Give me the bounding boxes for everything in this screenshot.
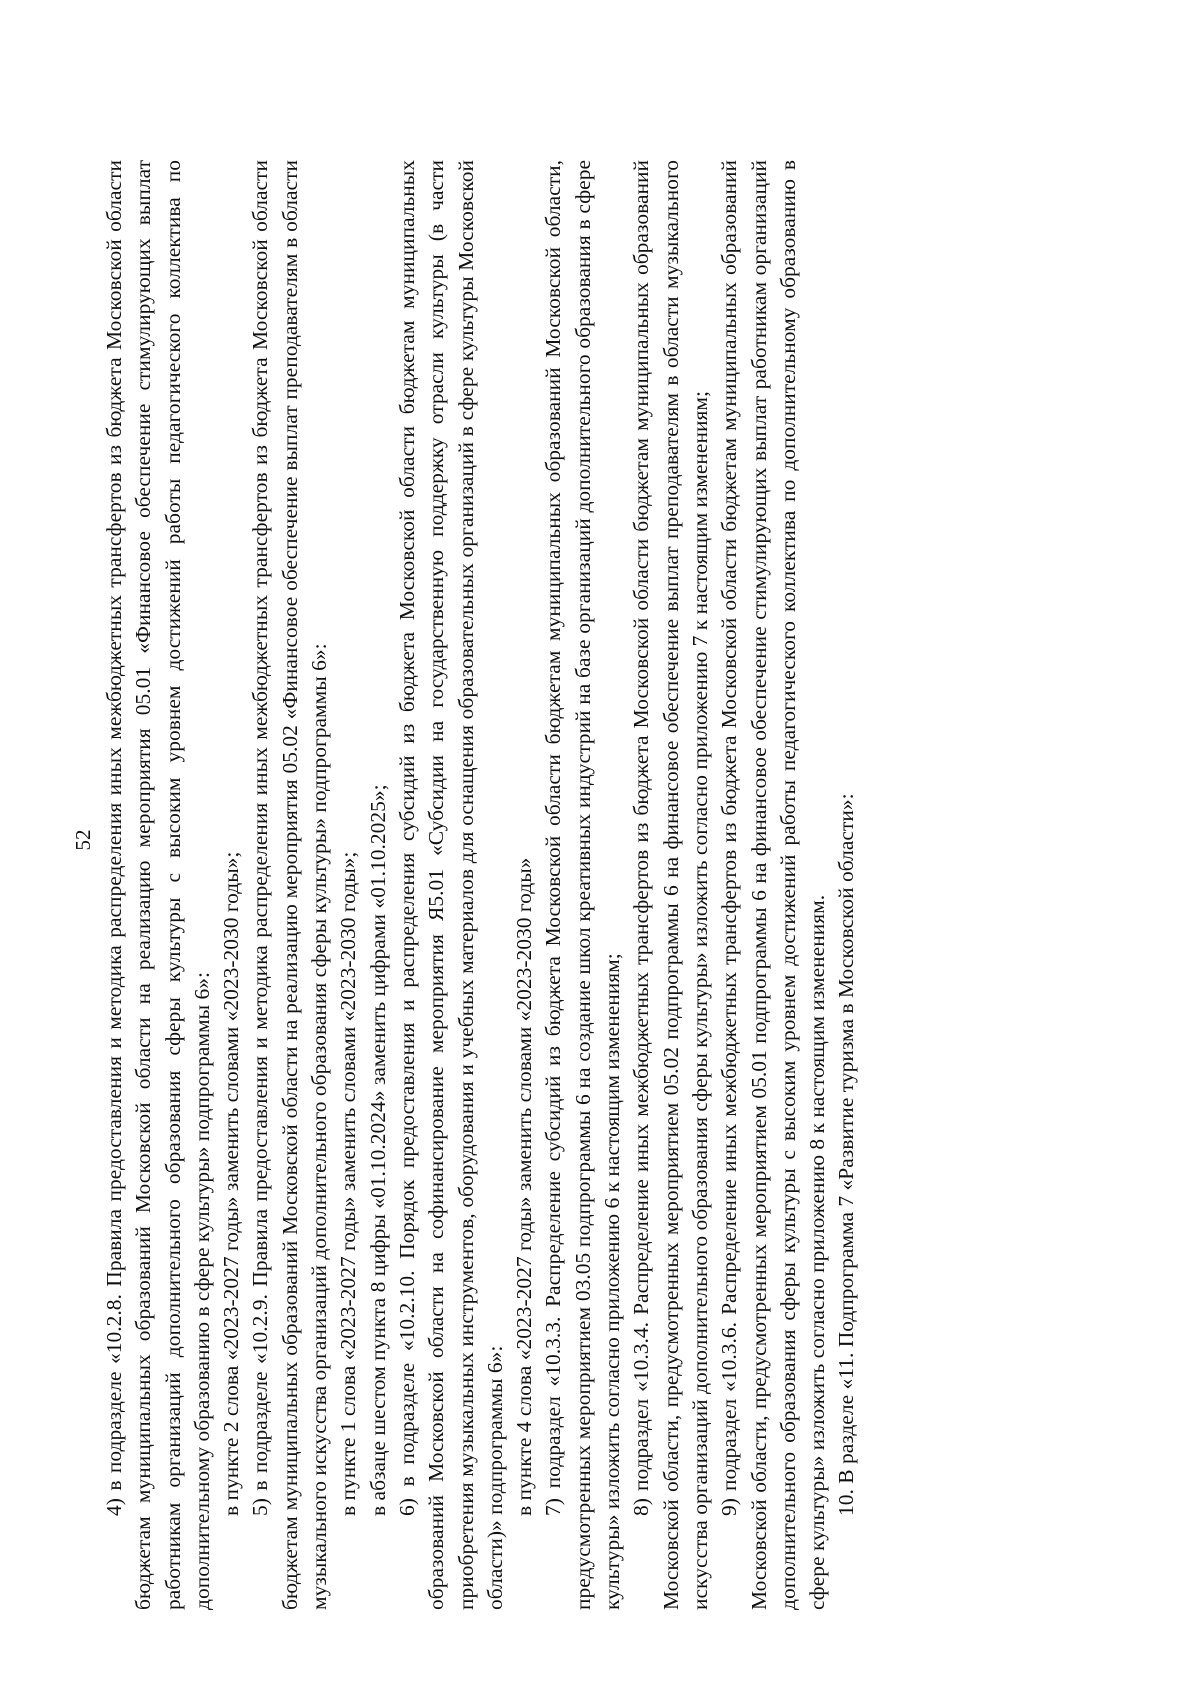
paragraph-4: 4) в подразделе «10.2.8. Правила предоставления и методика распределения иных межбюджетных трансфертов из бюджета Московской области бюджетам муниципальных образований Московской области на реализацию мероприятия 05.01 «Финансовое обеспечение стимулирующих выплат работникам организаций дополнительного образования сферы культуры с высоким уровнем достижений работы педагогического коллектива по дополнительному образованию в сфере культуры» подпрограммы 6»: [102,160,214,1610]
document-body [100,160,980,1610]
paragraph-5: 5) в подразделе «10.2.9. Правила предоставления и методика распределения иных межбюджетных трансфертов из бюджета Московской области бюджетам муниципальных образований Московской области на реализацию мероприятия 05.02 «Финансовое обеспечение выплат преподавателям в области музыкального искусства организаций дополнительного образования сферы культуры» подпрограммы 6»: [248,160,332,1610]
paragraph-5-item-2: в абзаце шестом пункта 8 цифры «01.10.2024» заменить цифрами «01.10.2025»; [365,784,390,1516]
paragraph-9: 9) подраздел «10.3.6. Распределение иных межбюджетных трансфертов из бюджета Московской области бюджетам муниципальных образований Московской области, предусмотренных мероприятием 05.01 подпрограммы 6 на финансовое обеспечение стимулирующих выплат работникам организаций дополнительного образования сферы культуры с высоким уровнем достижений работы педагогического коллектива по дополнительному образованию в сфере культуры» изложить согласно приложению 8 к настоящим изменениям. [717,160,830,1610]
paragraph-6-item-1: в пункте 4 слова «2023-2027 годы» заменить словами «2023-2030 годы» [512,857,537,1516]
paragraph-8: 8) подраздел «10.3.4. Распределение иных межбюджетных трансфертов из бюджета Московской области бюджетам муниципальных образований Московской области, предусмотренных мероприятием 05.02 подпрограммы 6 на финансовое обеспечение выплат преподавателям в области музыкального искусства организаций дополнительного образования сферы культуры» изложить согласно приложению 7 к настоящим изменениям; [629,160,712,1610]
paragraph-6: 6) в подразделе «10.2.10. Порядок предоставления и распределения субсидий из бюджета Московской области бюджетам муниципальных образований Московской области на софинансирование мероприятия Я5.01 «Субсидии на государственную поддержку отрасли культуры (в части приобретения музыкальных инструментов, оборудования и учебных материалов для оснащения образовательных организаций в сфере культуры Московской области)» подпрограммы 6»: [394,160,507,1610]
page-number: 52 [70,829,95,851]
paragraph-10: 10. В разделе «11. Подпрограмма 7 «Развитие туризма в Московской области»: [834,793,859,1516]
paragraph-5-item-1: в пункте 1 слова «2023-2027 годы» заменить словами «2023-2030 годы»; [336,851,361,1516]
paragraph-4-item-1: в пункте 2 слова «2023-2027 годы» заменить словами «2023-2030 годы»; [219,851,244,1516]
paragraph-7: 7) подраздел «10.3.3. Распределение субсидий из бюджета Московской области бюджетам муниципальных образований Московской области, предусмотренных мероприятием 03.05 подпрограммы 6 на создание школ креативных индустрий на базе организаций дополнительного образования в сфере культуры» изложить согласно приложению 6 к настоящим изменениям; [541,160,625,1610]
